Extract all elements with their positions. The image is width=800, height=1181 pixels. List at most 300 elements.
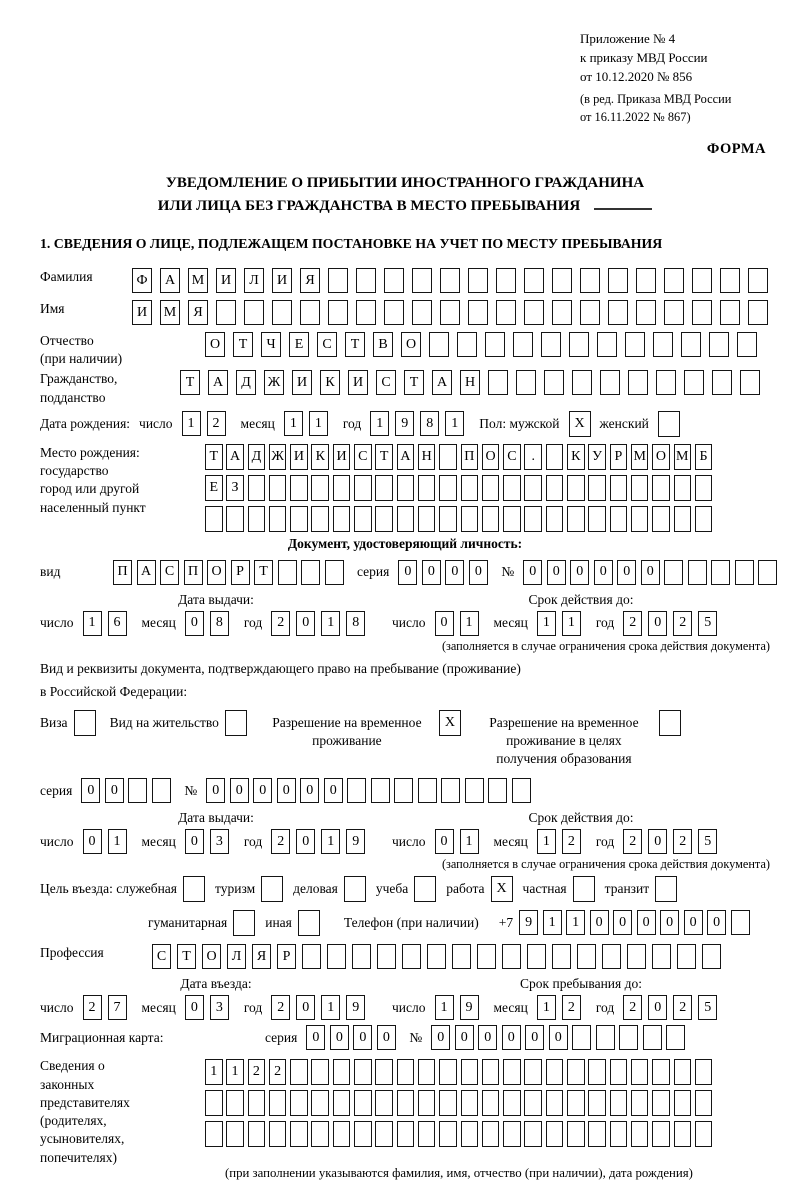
char-cell[interactable] bbox=[205, 506, 223, 532]
char-cell[interactable] bbox=[327, 944, 346, 969]
char-cell[interactable] bbox=[311, 506, 329, 532]
char-cell[interactable]: 0 bbox=[648, 995, 667, 1020]
char-cell[interactable] bbox=[684, 370, 704, 395]
char-cell[interactable]: Т bbox=[404, 370, 424, 395]
char-cell[interactable] bbox=[278, 560, 297, 585]
char-cell[interactable] bbox=[412, 300, 432, 325]
char-cell[interactable]: 0 bbox=[353, 1025, 372, 1050]
char-cell[interactable]: П bbox=[461, 444, 479, 470]
char-cell[interactable]: 0 bbox=[324, 778, 343, 803]
char-cell[interactable]: 0 bbox=[277, 778, 296, 803]
char-cell[interactable]: 2 bbox=[623, 611, 642, 636]
char-cell[interactable] bbox=[524, 1059, 542, 1085]
char-cell[interactable]: 0 bbox=[648, 611, 667, 636]
char-cell[interactable]: 2 bbox=[271, 829, 290, 854]
char-cell[interactable] bbox=[394, 778, 413, 803]
char-cell[interactable]: К bbox=[320, 370, 340, 395]
char-cell[interactable] bbox=[712, 370, 732, 395]
char-cell[interactable]: 2 bbox=[207, 411, 226, 436]
char-cell[interactable] bbox=[290, 1121, 308, 1147]
char-cell[interactable]: 2 bbox=[673, 611, 692, 636]
char-cell[interactable] bbox=[524, 506, 542, 532]
char-cell[interactable] bbox=[735, 560, 754, 585]
char-cell[interactable] bbox=[356, 268, 376, 293]
char-cell[interactable]: 6 bbox=[108, 611, 127, 636]
char-cell[interactable] bbox=[452, 944, 471, 969]
char-cell[interactable]: И bbox=[132, 300, 152, 325]
char-cell[interactable] bbox=[333, 506, 351, 532]
char-cell[interactable] bbox=[720, 268, 740, 293]
char-cell[interactable] bbox=[128, 778, 147, 803]
char-cell[interactable] bbox=[248, 506, 266, 532]
char-cell[interactable] bbox=[567, 1090, 585, 1116]
char-cell[interactable]: 9 bbox=[395, 411, 414, 436]
char-cell[interactable]: 0 bbox=[570, 560, 589, 585]
char-cell[interactable] bbox=[412, 268, 432, 293]
char-cell[interactable] bbox=[748, 300, 768, 325]
char-cell[interactable]: 0 bbox=[502, 1025, 521, 1050]
char-cell[interactable] bbox=[397, 1121, 415, 1147]
char-cell[interactable] bbox=[482, 1090, 500, 1116]
char-cell[interactable]: 9 bbox=[346, 829, 365, 854]
char-cell[interactable] bbox=[731, 910, 750, 935]
char-cell[interactable] bbox=[261, 876, 283, 902]
char-cell[interactable] bbox=[311, 1121, 329, 1147]
char-cell[interactable]: 9 bbox=[346, 995, 365, 1020]
char-cell[interactable]: 1 bbox=[460, 611, 479, 636]
char-cell[interactable] bbox=[375, 506, 393, 532]
char-cell[interactable] bbox=[233, 910, 255, 936]
char-cell[interactable] bbox=[503, 506, 521, 532]
char-cell[interactable] bbox=[402, 944, 421, 969]
char-cell[interactable]: Я bbox=[252, 944, 271, 969]
char-cell[interactable] bbox=[488, 778, 507, 803]
char-cell[interactable]: О bbox=[207, 560, 226, 585]
char-cell[interactable] bbox=[664, 268, 684, 293]
char-cell[interactable] bbox=[652, 506, 670, 532]
char-cell[interactable] bbox=[397, 1059, 415, 1085]
char-cell[interactable]: 0 bbox=[105, 778, 124, 803]
char-cell[interactable]: 0 bbox=[422, 560, 441, 585]
char-cell[interactable] bbox=[371, 778, 390, 803]
char-cell[interactable]: 2 bbox=[269, 1059, 287, 1085]
char-cell[interactable]: Т bbox=[205, 444, 223, 470]
char-cell[interactable] bbox=[248, 475, 266, 501]
char-cell[interactable] bbox=[356, 300, 376, 325]
char-cell[interactable] bbox=[468, 268, 488, 293]
char-cell[interactable]: Б bbox=[695, 444, 713, 470]
char-cell[interactable]: 1 bbox=[537, 611, 556, 636]
char-cell[interactable] bbox=[439, 506, 457, 532]
char-cell[interactable]: Я bbox=[300, 268, 320, 293]
char-cell[interactable]: Ч bbox=[261, 332, 281, 357]
char-cell[interactable]: 0 bbox=[455, 1025, 474, 1050]
char-cell[interactable] bbox=[546, 444, 564, 470]
char-cell[interactable]: 1 bbox=[226, 1059, 244, 1085]
char-cell[interactable]: П bbox=[113, 560, 132, 585]
char-cell[interactable] bbox=[619, 1025, 638, 1050]
char-cell[interactable] bbox=[418, 475, 436, 501]
char-cell[interactable] bbox=[354, 1121, 372, 1147]
char-cell[interactable]: 0 bbox=[478, 1025, 497, 1050]
char-cell[interactable] bbox=[573, 876, 595, 902]
char-cell[interactable] bbox=[652, 1090, 670, 1116]
char-cell[interactable]: Р bbox=[610, 444, 628, 470]
char-cell[interactable]: 0 bbox=[435, 829, 454, 854]
char-cell[interactable]: 0 bbox=[185, 995, 204, 1020]
char-cell[interactable]: 2 bbox=[623, 829, 642, 854]
char-cell[interactable]: А bbox=[226, 444, 244, 470]
char-cell[interactable] bbox=[643, 1025, 662, 1050]
char-cell[interactable]: П bbox=[184, 560, 203, 585]
char-cell[interactable]: У bbox=[588, 444, 606, 470]
char-cell[interactable] bbox=[461, 1121, 479, 1147]
char-cell[interactable]: 1 bbox=[205, 1059, 223, 1085]
char-cell[interactable]: 0 bbox=[296, 611, 315, 636]
char-cell[interactable] bbox=[465, 778, 484, 803]
char-cell[interactable] bbox=[588, 1121, 606, 1147]
char-cell[interactable] bbox=[461, 1090, 479, 1116]
char-cell[interactable] bbox=[354, 1090, 372, 1116]
char-cell[interactable] bbox=[674, 506, 692, 532]
char-cell[interactable]: 8 bbox=[346, 611, 365, 636]
char-cell[interactable] bbox=[439, 444, 457, 470]
char-cell[interactable]: 2 bbox=[248, 1059, 266, 1085]
char-cell[interactable] bbox=[658, 411, 680, 437]
char-cell[interactable] bbox=[503, 1090, 521, 1116]
char-cell[interactable]: 0 bbox=[435, 611, 454, 636]
char-cell[interactable] bbox=[248, 1090, 266, 1116]
char-cell[interactable]: И bbox=[333, 444, 351, 470]
char-cell[interactable]: И bbox=[216, 268, 236, 293]
char-cell[interactable] bbox=[695, 1121, 713, 1147]
char-cell[interactable] bbox=[439, 1090, 457, 1116]
char-cell[interactable] bbox=[503, 1121, 521, 1147]
char-cell[interactable]: 1 bbox=[182, 411, 201, 436]
char-cell[interactable] bbox=[461, 506, 479, 532]
char-cell[interactable] bbox=[397, 506, 415, 532]
char-cell[interactable] bbox=[216, 300, 236, 325]
char-cell[interactable]: 5 bbox=[698, 829, 717, 854]
char-cell[interactable] bbox=[477, 944, 496, 969]
char-cell[interactable] bbox=[702, 944, 721, 969]
char-cell[interactable] bbox=[205, 1121, 223, 1147]
char-cell[interactable] bbox=[441, 778, 460, 803]
char-cell[interactable] bbox=[652, 944, 671, 969]
char-cell[interactable] bbox=[429, 332, 449, 357]
char-cell[interactable]: 1 bbox=[537, 995, 556, 1020]
char-cell[interactable]: 2 bbox=[623, 995, 642, 1020]
char-cell[interactable] bbox=[375, 1090, 393, 1116]
char-cell[interactable]: 3 bbox=[210, 829, 229, 854]
char-cell[interactable]: М bbox=[631, 444, 649, 470]
char-cell[interactable] bbox=[695, 506, 713, 532]
char-cell[interactable] bbox=[225, 710, 247, 736]
char-cell[interactable]: 2 bbox=[562, 829, 581, 854]
char-cell[interactable]: 2 bbox=[673, 995, 692, 1020]
char-cell[interactable] bbox=[572, 370, 592, 395]
char-cell[interactable] bbox=[488, 370, 508, 395]
char-cell[interactable]: 2 bbox=[271, 611, 290, 636]
char-cell[interactable] bbox=[631, 1121, 649, 1147]
char-cell[interactable]: С bbox=[160, 560, 179, 585]
char-cell[interactable]: 3 bbox=[210, 995, 229, 1020]
char-cell[interactable] bbox=[333, 1090, 351, 1116]
char-cell[interactable] bbox=[677, 944, 696, 969]
char-cell[interactable] bbox=[414, 876, 436, 902]
char-cell[interactable]: Е bbox=[205, 475, 223, 501]
char-cell[interactable] bbox=[692, 268, 712, 293]
char-cell[interactable]: 0 bbox=[253, 778, 272, 803]
char-cell[interactable]: . bbox=[524, 444, 542, 470]
char-cell[interactable]: Т bbox=[254, 560, 273, 585]
char-cell[interactable] bbox=[496, 268, 516, 293]
char-cell[interactable]: 1 bbox=[537, 829, 556, 854]
char-cell[interactable]: 1 bbox=[566, 910, 585, 935]
char-cell[interactable] bbox=[546, 1059, 564, 1085]
char-cell[interactable] bbox=[298, 910, 320, 936]
char-cell[interactable]: О bbox=[205, 332, 225, 357]
char-cell[interactable]: 1 bbox=[321, 995, 340, 1020]
char-cell[interactable] bbox=[311, 475, 329, 501]
char-cell[interactable] bbox=[397, 1090, 415, 1116]
char-cell[interactable] bbox=[588, 506, 606, 532]
char-cell[interactable]: Л bbox=[244, 268, 264, 293]
char-cell[interactable] bbox=[244, 300, 264, 325]
char-cell[interactable]: Ф bbox=[132, 268, 152, 293]
char-cell[interactable] bbox=[344, 876, 366, 902]
char-cell[interactable]: 1 bbox=[108, 829, 127, 854]
char-cell[interactable] bbox=[152, 778, 171, 803]
char-cell[interactable]: К bbox=[311, 444, 329, 470]
char-cell[interactable] bbox=[333, 475, 351, 501]
char-cell[interactable] bbox=[524, 1121, 542, 1147]
char-cell[interactable] bbox=[610, 506, 628, 532]
char-cell[interactable] bbox=[674, 1090, 692, 1116]
char-cell[interactable] bbox=[720, 300, 740, 325]
char-cell[interactable] bbox=[328, 300, 348, 325]
char-cell[interactable] bbox=[503, 475, 521, 501]
char-cell[interactable]: 1 bbox=[309, 411, 328, 436]
char-cell[interactable] bbox=[695, 1090, 713, 1116]
char-cell[interactable] bbox=[269, 475, 287, 501]
char-cell[interactable] bbox=[552, 300, 572, 325]
char-cell[interactable]: 5 bbox=[698, 611, 717, 636]
char-cell[interactable]: 0 bbox=[707, 910, 726, 935]
char-cell[interactable]: 0 bbox=[81, 778, 100, 803]
char-cell[interactable] bbox=[269, 1090, 287, 1116]
char-cell[interactable] bbox=[552, 268, 572, 293]
char-cell[interactable] bbox=[610, 1090, 628, 1116]
char-cell[interactable] bbox=[482, 1121, 500, 1147]
char-cell[interactable] bbox=[516, 370, 536, 395]
char-cell[interactable] bbox=[226, 506, 244, 532]
char-cell[interactable]: 0 bbox=[617, 560, 636, 585]
char-cell[interactable]: 1 bbox=[284, 411, 303, 436]
char-cell[interactable]: 0 bbox=[296, 995, 315, 1020]
char-cell[interactable]: Д bbox=[248, 444, 266, 470]
char-cell[interactable] bbox=[659, 710, 681, 736]
char-cell[interactable]: 0 bbox=[547, 560, 566, 585]
char-cell[interactable] bbox=[656, 370, 676, 395]
char-cell[interactable] bbox=[588, 1059, 606, 1085]
char-cell[interactable]: X bbox=[569, 411, 591, 437]
char-cell[interactable]: 9 bbox=[519, 910, 538, 935]
char-cell[interactable] bbox=[653, 332, 673, 357]
char-cell[interactable] bbox=[418, 506, 436, 532]
char-cell[interactable] bbox=[711, 560, 730, 585]
char-cell[interactable]: Л bbox=[227, 944, 246, 969]
char-cell[interactable]: 0 bbox=[469, 560, 488, 585]
char-cell[interactable]: 0 bbox=[431, 1025, 450, 1050]
char-cell[interactable] bbox=[546, 475, 564, 501]
char-cell[interactable]: К bbox=[567, 444, 585, 470]
char-cell[interactable] bbox=[674, 1059, 692, 1085]
char-cell[interactable]: 0 bbox=[641, 560, 660, 585]
char-cell[interactable] bbox=[567, 506, 585, 532]
char-cell[interactable] bbox=[384, 300, 404, 325]
char-cell[interactable]: З bbox=[226, 475, 244, 501]
char-cell[interactable] bbox=[485, 332, 505, 357]
char-cell[interactable]: 2 bbox=[83, 995, 102, 1020]
char-cell[interactable]: 2 bbox=[562, 995, 581, 1020]
char-cell[interactable]: Т bbox=[345, 332, 365, 357]
char-cell[interactable]: И bbox=[290, 444, 308, 470]
char-cell[interactable] bbox=[544, 370, 564, 395]
char-cell[interactable]: В bbox=[373, 332, 393, 357]
char-cell[interactable] bbox=[524, 1090, 542, 1116]
char-cell[interactable]: 2 bbox=[271, 995, 290, 1020]
char-cell[interactable]: М bbox=[188, 268, 208, 293]
char-cell[interactable] bbox=[512, 778, 531, 803]
char-cell[interactable]: 1 bbox=[435, 995, 454, 1020]
char-cell[interactable]: 0 bbox=[206, 778, 225, 803]
char-cell[interactable]: 0 bbox=[330, 1025, 349, 1050]
char-cell[interactable] bbox=[569, 332, 589, 357]
char-cell[interactable] bbox=[333, 1059, 351, 1085]
char-cell[interactable] bbox=[546, 506, 564, 532]
char-cell[interactable] bbox=[482, 506, 500, 532]
char-cell[interactable] bbox=[664, 300, 684, 325]
char-cell[interactable] bbox=[748, 268, 768, 293]
char-cell[interactable] bbox=[740, 370, 760, 395]
char-cell[interactable]: О bbox=[401, 332, 421, 357]
char-cell[interactable] bbox=[269, 1121, 287, 1147]
char-cell[interactable]: И bbox=[272, 268, 292, 293]
char-cell[interactable]: 0 bbox=[525, 1025, 544, 1050]
char-cell[interactable]: 1 bbox=[370, 411, 389, 436]
char-cell[interactable]: Н bbox=[418, 444, 436, 470]
char-cell[interactable]: С bbox=[376, 370, 396, 395]
char-cell[interactable]: 1 bbox=[460, 829, 479, 854]
char-cell[interactable] bbox=[625, 332, 645, 357]
char-cell[interactable] bbox=[552, 944, 571, 969]
char-cell[interactable] bbox=[655, 876, 677, 902]
char-cell[interactable]: А bbox=[208, 370, 228, 395]
char-cell[interactable] bbox=[418, 1059, 436, 1085]
char-cell[interactable] bbox=[567, 1059, 585, 1085]
char-cell[interactable] bbox=[652, 1121, 670, 1147]
char-cell[interactable]: 0 bbox=[613, 910, 632, 935]
char-cell[interactable]: 0 bbox=[660, 910, 679, 935]
char-cell[interactable] bbox=[681, 332, 701, 357]
char-cell[interactable]: О bbox=[202, 944, 221, 969]
char-cell[interactable]: 0 bbox=[398, 560, 417, 585]
char-cell[interactable]: С bbox=[354, 444, 372, 470]
char-cell[interactable]: А bbox=[160, 268, 180, 293]
char-cell[interactable]: Т bbox=[375, 444, 393, 470]
char-cell[interactable] bbox=[577, 944, 596, 969]
char-cell[interactable]: С bbox=[317, 332, 337, 357]
char-cell[interactable] bbox=[302, 944, 321, 969]
char-cell[interactable] bbox=[608, 268, 628, 293]
char-cell[interactable] bbox=[418, 1090, 436, 1116]
char-cell[interactable] bbox=[527, 944, 546, 969]
char-cell[interactable] bbox=[248, 1121, 266, 1147]
char-cell[interactable] bbox=[608, 300, 628, 325]
char-cell[interactable]: 0 bbox=[445, 560, 464, 585]
char-cell[interactable] bbox=[567, 475, 585, 501]
char-cell[interactable]: X bbox=[439, 710, 461, 736]
char-cell[interactable] bbox=[333, 1121, 351, 1147]
char-cell[interactable]: 1 bbox=[321, 611, 340, 636]
char-cell[interactable]: 9 bbox=[460, 995, 479, 1020]
char-cell[interactable] bbox=[418, 1121, 436, 1147]
char-cell[interactable] bbox=[311, 1090, 329, 1116]
char-cell[interactable] bbox=[588, 475, 606, 501]
char-cell[interactable] bbox=[301, 560, 320, 585]
char-cell[interactable]: 0 bbox=[590, 910, 609, 935]
char-cell[interactable] bbox=[631, 1090, 649, 1116]
char-cell[interactable] bbox=[695, 475, 713, 501]
char-cell[interactable] bbox=[652, 1059, 670, 1085]
char-cell[interactable] bbox=[636, 300, 656, 325]
char-cell[interactable] bbox=[692, 300, 712, 325]
char-cell[interactable] bbox=[546, 1090, 564, 1116]
char-cell[interactable] bbox=[468, 300, 488, 325]
char-cell[interactable] bbox=[600, 370, 620, 395]
char-cell[interactable] bbox=[226, 1090, 244, 1116]
char-cell[interactable]: 0 bbox=[637, 910, 656, 935]
char-cell[interactable] bbox=[737, 332, 757, 357]
char-cell[interactable]: А bbox=[397, 444, 415, 470]
char-cell[interactable] bbox=[546, 1121, 564, 1147]
char-cell[interactable] bbox=[482, 475, 500, 501]
char-cell[interactable]: 1 bbox=[321, 829, 340, 854]
char-cell[interactable] bbox=[627, 944, 646, 969]
char-cell[interactable] bbox=[610, 475, 628, 501]
char-cell[interactable]: О bbox=[482, 444, 500, 470]
char-cell[interactable]: 1 bbox=[445, 411, 464, 436]
char-cell[interactable] bbox=[503, 1059, 521, 1085]
char-cell[interactable] bbox=[347, 778, 366, 803]
char-cell[interactable] bbox=[572, 1025, 591, 1050]
char-cell[interactable]: Ж bbox=[269, 444, 287, 470]
char-cell[interactable] bbox=[758, 560, 777, 585]
char-cell[interactable]: 0 bbox=[594, 560, 613, 585]
char-cell[interactable]: 0 bbox=[296, 829, 315, 854]
char-cell[interactable] bbox=[628, 370, 648, 395]
char-cell[interactable]: Р bbox=[277, 944, 296, 969]
char-cell[interactable] bbox=[440, 300, 460, 325]
char-cell[interactable]: Т bbox=[177, 944, 196, 969]
char-cell[interactable]: 8 bbox=[420, 411, 439, 436]
char-cell[interactable] bbox=[272, 300, 292, 325]
char-cell[interactable] bbox=[524, 268, 544, 293]
char-cell[interactable] bbox=[439, 1059, 457, 1085]
char-cell[interactable] bbox=[580, 268, 600, 293]
char-cell[interactable]: 8 bbox=[210, 611, 229, 636]
